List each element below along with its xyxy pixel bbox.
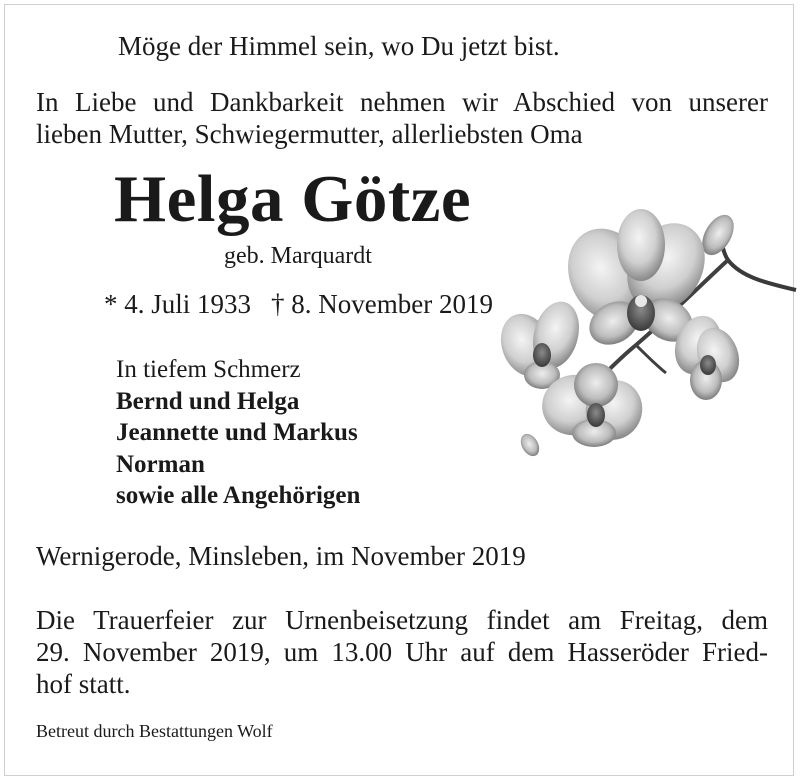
mourners-block — [116, 354, 360, 512]
mourner-name: sowie alle Angehörigen — [116, 482, 361, 509]
place-date: Wernigerode, Minsleben, im November 2019 — [36, 541, 526, 571]
mourner-name: Bernd und Helga — [116, 387, 300, 415]
intro-text — [36, 86, 768, 150]
undertaker-credit: Betreut durch Bestattungen Wolf — [36, 721, 273, 741]
intro-line-1: In Liebe und Dankbarkeit nehmen wir Abschied von unserer — [36, 87, 768, 117]
intro-line-2: lieben Mutter, Schwiegermutter, allerliebsten Oma — [36, 119, 583, 149]
birth-date: * 4. Juli 1933 — [104, 289, 252, 319]
life-dates — [104, 288, 493, 320]
mourners-names — [116, 386, 360, 512]
maiden-name: geb. Marquardt — [224, 243, 372, 269]
ceremony-info — [36, 604, 768, 700]
ceremony-line-3: hof statt. — [36, 669, 131, 699]
mourner-name: Jeannette und Markus — [116, 419, 358, 446]
death-date: † 8. November 2019 — [271, 289, 493, 319]
deceased-name: Helga Götze — [114, 162, 472, 236]
motto: Möge der Himmel sein, wo Du jetzt bist. — [118, 31, 560, 61]
mourner-name: Norman — [116, 450, 205, 478]
ceremony-line-2: 29. November 2019, um 13.00 Uhr auf dem Hasseröder Fried- — [36, 637, 768, 667]
ceremony-line-1: Die Trauerfeier zur Urnenbeisetzung findet am Freitag, dem — [36, 605, 768, 635]
orchid-image — [496, 205, 800, 460]
mourners-lead: In tiefem Schmerz — [116, 356, 301, 383]
